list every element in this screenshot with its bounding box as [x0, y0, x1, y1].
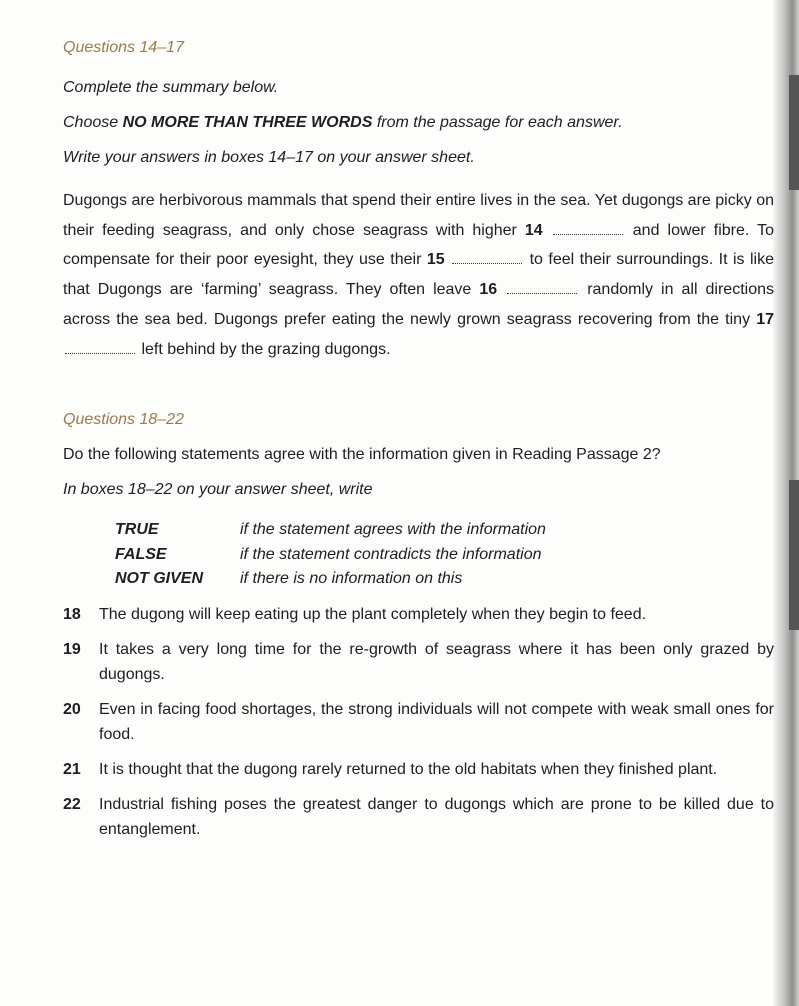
option-desc: if the statement agrees with the information: [240, 521, 546, 539]
gap-number: 14: [524, 221, 543, 239]
text: and lower fibre. To compensate for their poor eyesight, they use their: [63, 221, 775, 269]
option-true: [115, 518, 774, 543]
question-text: Industrial fishing poses the greatest danger to dugongs which are prone to be killed due to entanglement.: [99, 795, 774, 838]
instruction-word-limit: [63, 113, 774, 133]
option-key: TRUE: [115, 521, 159, 539]
page-edge-shadow: [773, 0, 799, 1006]
option-false: [115, 543, 774, 568]
gap-number: 16: [479, 281, 498, 299]
question-number: 21: [63, 760, 81, 778]
gap-number: 17: [756, 310, 774, 328]
gap-number: 15: [426, 251, 445, 269]
text: from the passage for each answer.: [372, 114, 623, 131]
option-desc: if there is no information on this: [240, 570, 463, 588]
answer-blank-16[interactable]: [507, 281, 577, 294]
instruction-complete: Complete the summary below.: [63, 79, 279, 96]
summary-paragraph: [63, 186, 774, 364]
question-number: 19: [63, 640, 81, 658]
instruction-answer-boxes: Write your answers in boxes 14–17 on your answer sheet.: [63, 149, 475, 166]
worksheet: [63, 38, 774, 842]
question-text: It takes a very long time for the re-growth of seagrass where it has been only grazed by dugongs.: [99, 640, 774, 683]
answer-options: [63, 518, 774, 592]
option-key: FALSE: [115, 545, 167, 563]
text: Choose: [63, 114, 123, 131]
question-number: 18: [63, 605, 81, 623]
word-limit: NO MORE THAN THREE WORDS: [122, 114, 373, 131]
option-key: NOT GIVEN: [115, 570, 204, 588]
question-21: [63, 757, 774, 782]
instruction-write: In boxes 18–22 on your answer sheet, write: [63, 481, 373, 499]
text: Dugongs are herbivorous mammals that spend their entire lives in the sea. Yet dugongs are picky on their feeding seagrass, and only chose seagrass with higher: [63, 192, 774, 239]
question-20: [63, 697, 774, 747]
question-list: [63, 602, 774, 842]
text: to feel their surroundings. It is like that Dugongs are ‘farming’ seagrass. They often leave: [63, 251, 775, 299]
section-heading-18-22: Questions 18–22: [63, 411, 184, 429]
answer-blank-14[interactable]: [553, 222, 623, 235]
text: randomly in all directions across the sea bed. Dugongs prefer eating the newly grown seagrass recovering from the tiny: [63, 281, 774, 328]
answer-blank-15[interactable]: [452, 251, 522, 264]
question-22: [63, 792, 774, 842]
option-not-given: [115, 567, 774, 592]
option-desc: if the statement contradicts the information: [240, 545, 542, 563]
instruction-question: Do the following statements agree with the information given in Reading Passage 2?: [63, 446, 661, 464]
question-number: 20: [63, 700, 81, 718]
text: left behind by the grazing dugongs.: [137, 340, 391, 358]
question-text: Even in facing food shortages, the strong individuals will not compete with weak small ones for food.: [99, 700, 774, 743]
question-text: The dugong will keep eating up the plant completely when they begin to feed.: [99, 605, 647, 623]
question-number: 22: [63, 795, 81, 813]
question-18: [63, 602, 774, 627]
question-text: It is thought that the dugong rarely returned to the old habitats when they finished plant.: [99, 760, 718, 778]
section-heading-14-17: Questions 14–17: [63, 39, 184, 56]
answer-blank-17[interactable]: [65, 341, 135, 354]
question-19: [63, 637, 774, 687]
